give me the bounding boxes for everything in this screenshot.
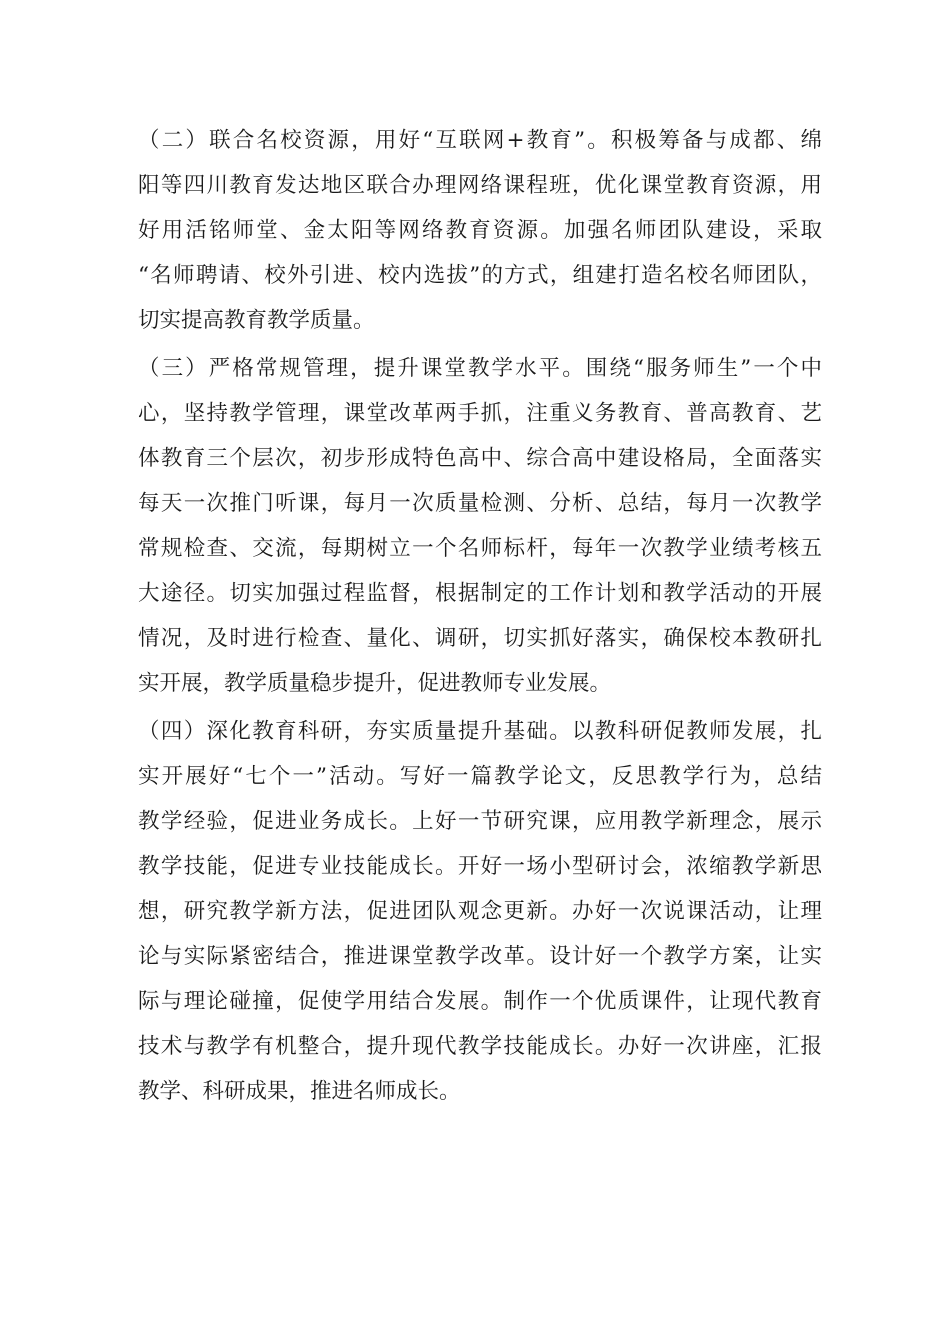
document-body: [138, 118, 822, 1114]
text-line: 情况，及时进行检查、量化、调研，切实抓好落实，确保校本教研扎: [138, 626, 822, 651]
text-line: （三）严格常规管理，提升课堂教学水平。围绕“服务师生”一个中: [138, 356, 822, 381]
text-line: 论与实际紧密结合，推进课堂教学改革。设计好一个教学方案，让实: [138, 944, 822, 969]
text-line: 技术与教学有机整合，提升现代教学技能成长。办好一次讲座，汇报: [138, 1034, 822, 1059]
text-line: 教学经验，促进业务成长。上好一节研究课，应用教学新理念，展示: [138, 809, 822, 834]
text-line: 心，坚持教学管理，课堂改革两手抓，注重义务教育、普高教育、艺: [138, 401, 822, 426]
text-line: 体教育三个层次，初步形成特色高中、综合高中建设格局，全面落实: [138, 446, 822, 471]
paragraph-2: [138, 118, 822, 343]
text-line: 实开展，教学质量稳步提升，促进教师专业发展。: [138, 671, 612, 696]
text-line: 实开展好“七个一”活动。写好一篇教学论文，反思教学行为，总结: [138, 764, 822, 789]
text-line: 切实提高教育教学质量。: [138, 308, 375, 333]
text-line: 每天一次推门听课，每月一次质量检测、分析、总结，每月一次教学: [138, 491, 822, 516]
text-line: 大途径。切实加强过程监督，根据制定的工作计划和教学活动的开展: [138, 581, 822, 606]
text-line: 教学技能，促进专业技能成长。开好一场小型研讨会，浓缩教学新思: [138, 854, 822, 879]
text-line: 常规检查、交流，每期树立一个名师标杆，每年一次教学业绩考核五: [138, 536, 822, 561]
text-line: 际与理论碰撞，促使学用结合发展。制作一个优质课件，让现代教育: [138, 989, 822, 1014]
text-line: 阳等四川教育发达地区联合办理网络课程班，优化课堂教育资源，用: [138, 173, 822, 198]
text-line: 好用活铭师堂、金太阳等网络教育资源。加强名师团队建设，采取: [138, 218, 822, 243]
text-line: （四）深化教育科研，夯实质量提升基础。以教科研促教师发展，扎: [138, 719, 822, 744]
text-line: 想，研究教学新方法，促进团队观念更新。办好一次说课活动，让理: [138, 899, 822, 924]
paragraph-3: [138, 346, 822, 706]
text-line: （二）联合名校资源，用好“互联网+教育”。积极筹备与成都、绵: [138, 128, 822, 153]
paragraph-4: [138, 709, 822, 1114]
text-line: “名师聘请、校外引进、校内选拔”的方式，组建打造名校名师团队，: [138, 263, 822, 288]
text-line: 教学、科研成果，推进名师成长。: [138, 1079, 461, 1104]
